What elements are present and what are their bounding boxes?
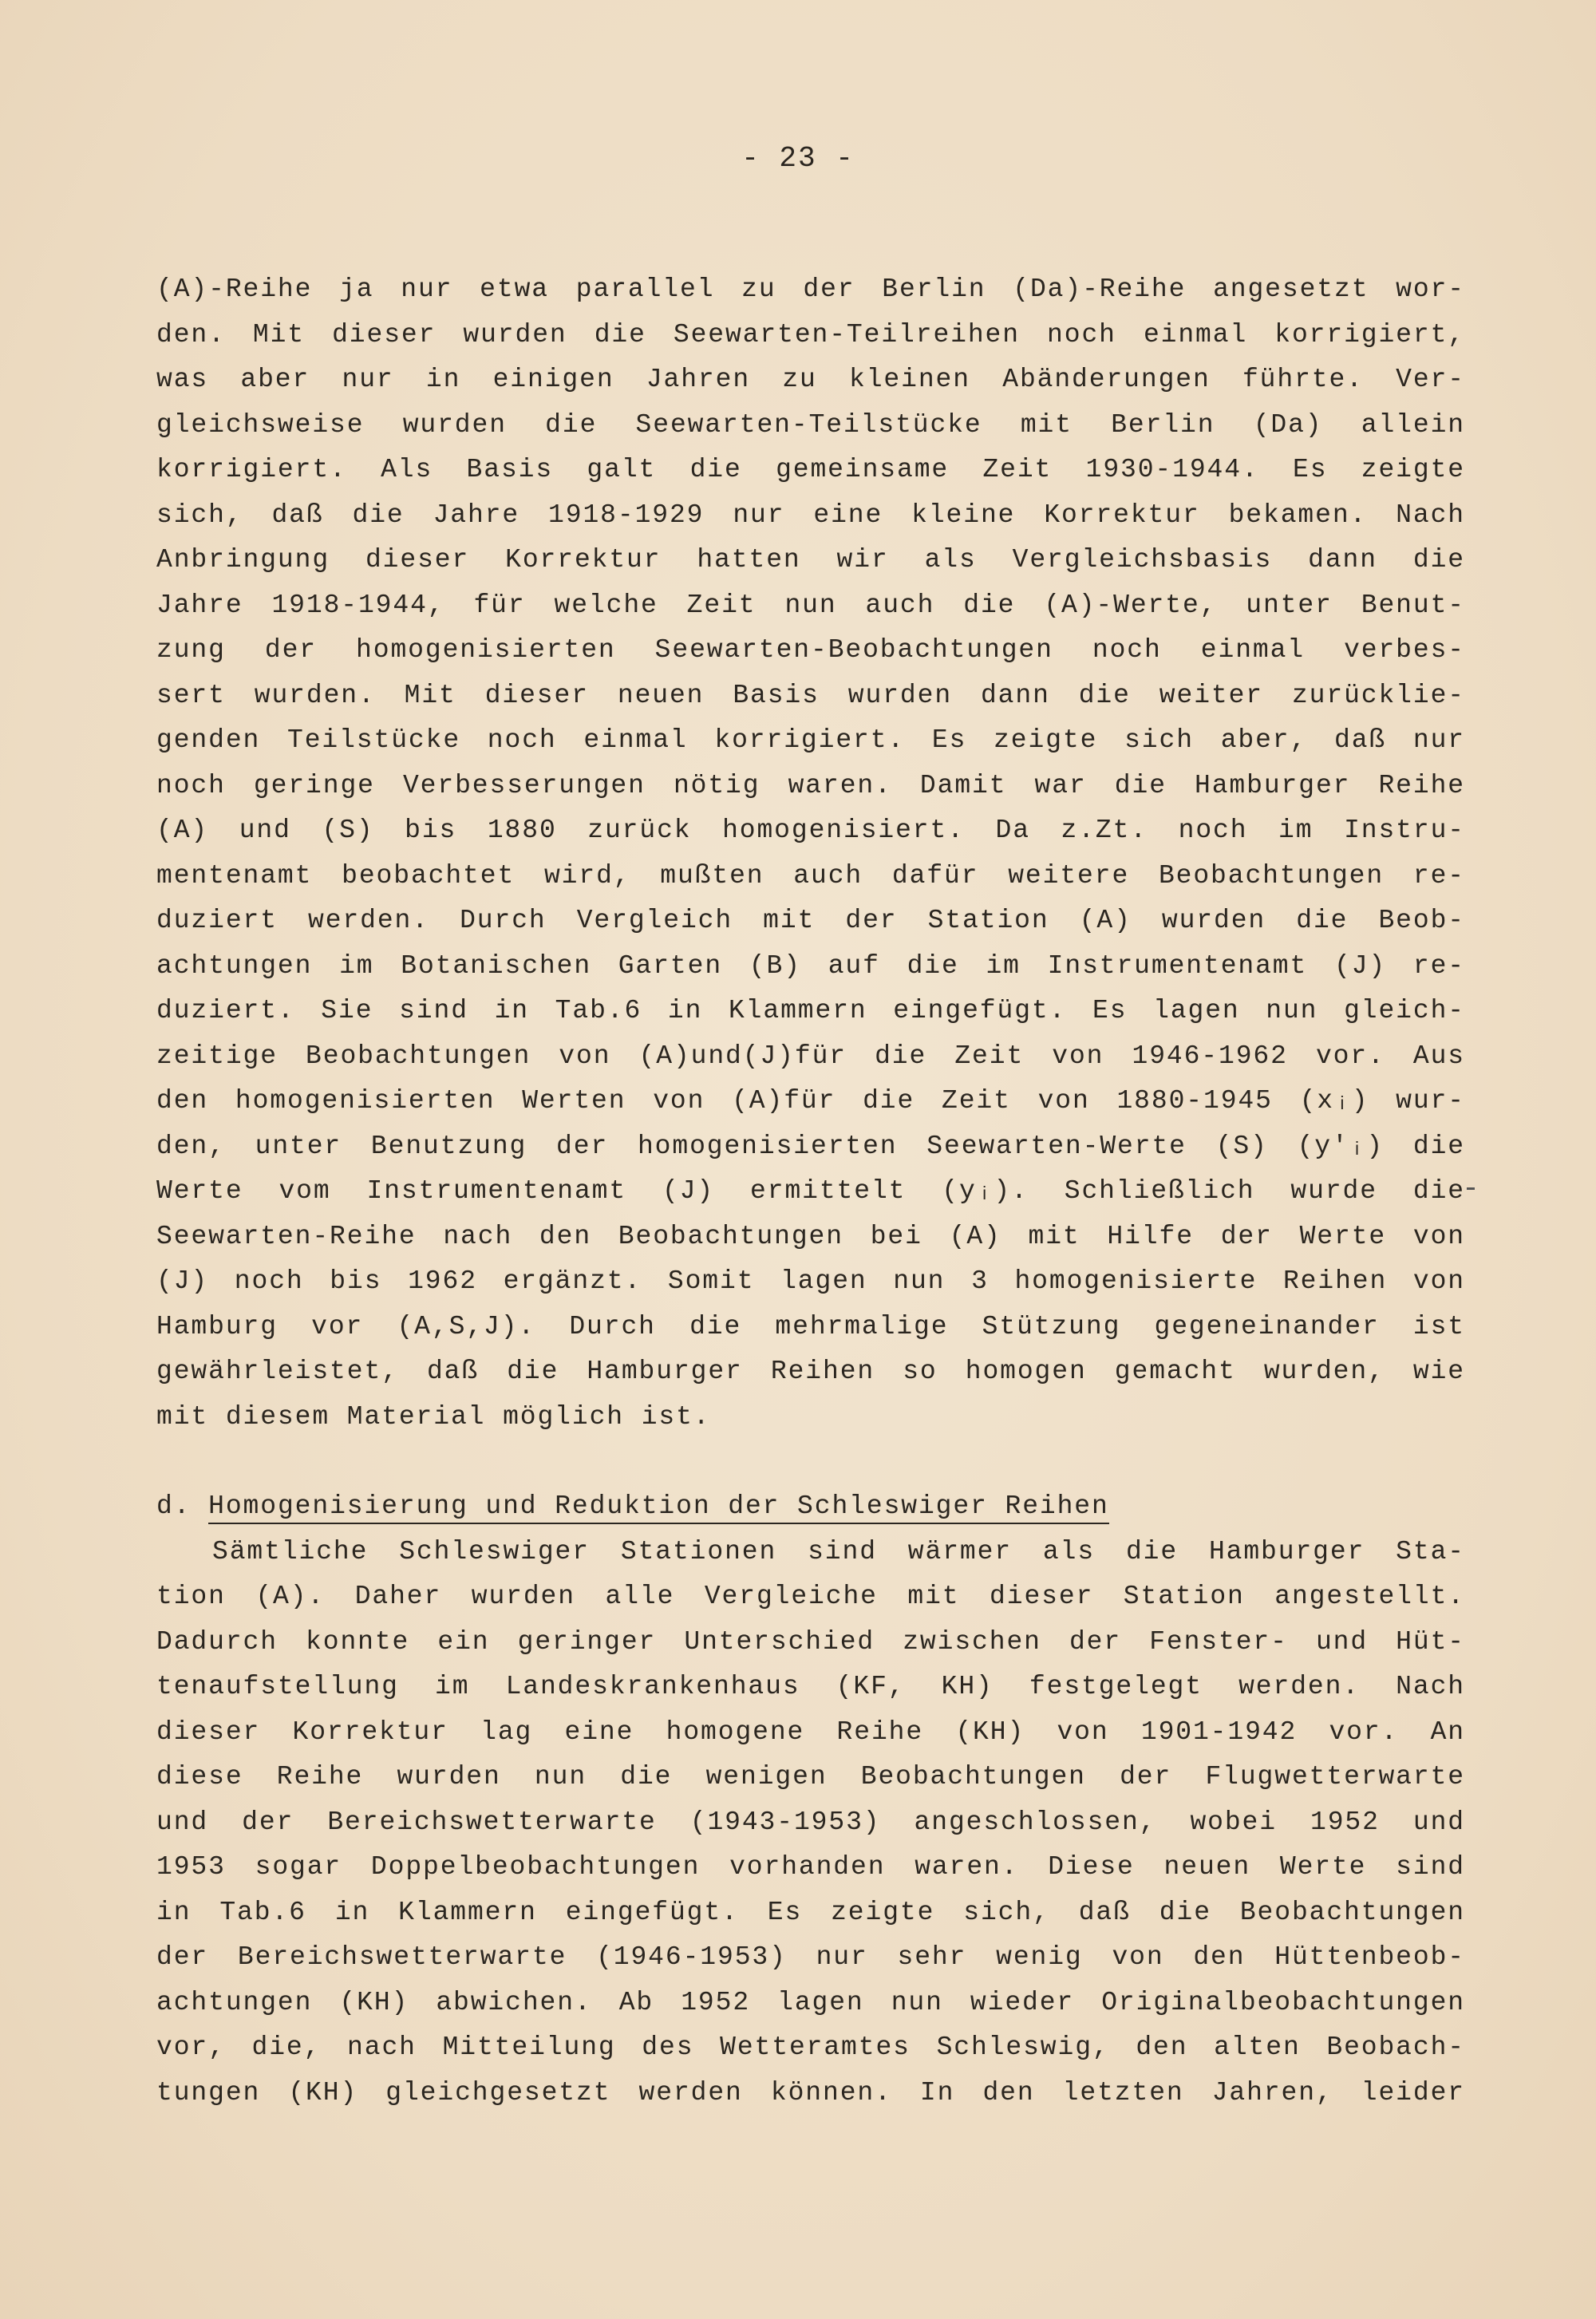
section-letter: d.: [156, 1491, 192, 1521]
text-line: genden Teilstücke noch einmal korrigiert. Es zeigte sich aber, daß nur: [156, 725, 1465, 755]
text-line: Werte vom Instrumentenamt (J) ermittelt (yᵢ). Schließlich wurde die: [156, 1176, 1465, 1206]
text-line: achtungen im Botanischen Garten (B) auf die im Instrumentenamt (J) re-: [156, 950, 1465, 981]
text-line: diese Reihe wurden nun die wenigen Beobachtungen der Flugwetterwarte: [156, 1762, 1465, 1792]
text-line: (A) und (S) bis 1880 zurück homogenisiert. Da z.Zt. noch im Instru-: [156, 816, 1465, 845]
text-line: noch geringe Verbesserungen nötig waren. Damit war die Hamburger Reihe: [156, 770, 1465, 800]
paragraph-2: [156, 1530, 1465, 2116]
text-line: sert wurden. Mit dieser neuen Basis wurden dann die weiter zurücklie-: [156, 680, 1465, 710]
text-line: zung der homogenisierten Seewarten-Beobachtungen noch einmal verbes-: [156, 635, 1465, 665]
text-line: korrigiert. Als Basis galt die gemeinsame Zeit 1930-1944. Es zeigte: [156, 455, 1465, 484]
text-line: sich, daß die Jahre 1918-1929 nur eine kleine Korrektur bekamen. Nach: [156, 500, 1465, 530]
text-line: gewährleistet, daß die Hamburger Reihen so homogen gemacht wurden, wie: [156, 1357, 1465, 1386]
paragraph-gap: [156, 1440, 1465, 1484]
page-number: - 23 -: [741, 142, 855, 175]
text-line: Jahre 1918-1944, für welche Zeit nun auch die (A)-Werte, unter Benut-: [156, 590, 1465, 620]
text-line: duziert werden. Durch Vergleich mit der Station (A) wurden die Beob-: [156, 906, 1465, 935]
text-line: zeitige Beobachtungen von (A)und(J)für die Zeit von 1946-1962 vor. Aus: [156, 1041, 1465, 1071]
margin-mark: [1467, 1187, 1475, 1190]
text-line: den, unter Benutzung der homogenisierten Seewarten-Werte (S) (y'ᵢ) die: [156, 1131, 1465, 1161]
text-line: tenaufstellung im Landeskrankenhaus (KF, KH) festgelegt werden. Nach: [156, 1672, 1465, 1701]
text-line: Dadurch konnte ein geringer Unterschied zwischen der Fenster- und Hüt-: [156, 1626, 1465, 1657]
text-line: (A)-Reihe ja nur etwa parallel zu der Berlin (Da)-Reihe angesetzt wor-: [156, 275, 1465, 304]
text-line: und der Bereichswetterwarte (1943-1953) angeschlossen, wobei 1952 und: [156, 1807, 1465, 1837]
text-line: tion (A). Daher wurden alle Vergleiche mit dieser Station angestellt.: [156, 1582, 1465, 1611]
text-line: Sämtliche Schleswiger Stationen sind wärmer als die Hamburger Sta-: [212, 1536, 1465, 1566]
text-line: mentenamt beobachtet wird, mußten auch dafür weitere Beobachtungen re-: [156, 860, 1465, 891]
text-line: mit diesem Material möglich ist.: [156, 1401, 711, 1432]
text-line: tungen (KH) gleichgesetzt werden können. In den letzten Jahren, leider: [156, 2077, 1465, 2108]
text-line: den homogenisierten Werten von (A)für die Zeit von 1880-1945 (xᵢ) wur-: [156, 1086, 1465, 1116]
text-line: 1953 sogar Doppelbeobachtungen vorhanden waren. Diese neuen Werte sind: [156, 1852, 1465, 1882]
text-line: duziert. Sie sind in Tab.6 in Klammern eingefügt. Es lagen nun gleich-: [156, 996, 1465, 1025]
text-line: in Tab.6 in Klammern eingefügt. Es zeigte sich, daß die Beobachtungen: [156, 1897, 1465, 1927]
text-line: achtungen (KH) abwichen. Ab 1952 lagen nun wieder Originalbeobachtungen: [156, 1987, 1465, 2017]
text-line: Anbringung dieser Korrektur hatten wir als Vergleichsbasis dann die: [156, 545, 1465, 575]
text-line: Hamburg vor (A,S,J). Durch die mehrmalige Stützung gegeneinander ist: [156, 1311, 1465, 1341]
text-line: was aber nur in einigen Jahren zu kleinen Abänderungen führte. Ver-: [156, 365, 1465, 394]
text-line: dieser Korrektur lag eine homogene Reihe (KH) von 1901-1942 vor. An: [156, 1717, 1465, 1747]
section-title: Homogenisierung und Reduktion der Schleswiger Reihen: [208, 1491, 1109, 1524]
text-line: Seewarten-Reihe nach den Beobachtungen bei (A) mit Hilfe der Werte von: [156, 1221, 1465, 1251]
section-heading: [156, 1484, 1465, 1530]
text-line: den. Mit dieser wurden die Seewarten-Teilreihen noch einmal korrigiert,: [156, 319, 1465, 350]
text-line: der Bereichswetterwarte (1946-1953) nur sehr wenig von den Hüttenbeob-: [156, 1942, 1465, 1972]
text-line: gleichsweise wurden die Seewarten-Teilstücke mit Berlin (Da) allein: [156, 409, 1465, 440]
paragraph-1: [156, 267, 1465, 1440]
text-line: (J) noch bis 1962 ergänzt. Somit lagen nun 3 homogenisierte Reihen von: [156, 1266, 1465, 1296]
text-line: vor, die, nach Mitteilung des Wetteramtes Schleswig, den alten Beobach-: [156, 2033, 1465, 2062]
body-text: [156, 267, 1465, 2116]
